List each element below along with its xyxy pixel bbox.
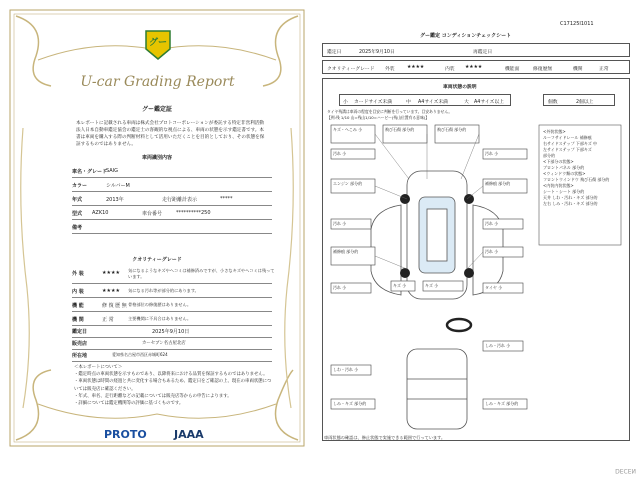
- tire-note: タイヤ残溝は車両の程度を目安に判断を行っています。目安ありません。: [327, 109, 453, 114]
- row-color: カラー シルバーM: [72, 178, 272, 192]
- row-mechanical: 機 能 修 復 歴 無 骨格部位の修復歴はありません。: [72, 298, 272, 312]
- row-issue-date: 鑑定日 2025年9月10日: [72, 324, 272, 338]
- certificate-intro: 本レポートに記載される車両は株式会社プロトコーポレーションが委託する特定非営利活動法人日本自動車鑑定協会の鑑定士の客観的な視点による、車両の状態を示す鑑定書です。本書は車両を購入する際の判断材料として活用いただくことを目的としており、その状態を保証するものではありません。: [76, 121, 265, 147]
- certificate-subtitle: グー鑑定証: [141, 106, 172, 113]
- row-seller: 販売店 カーセブン名古屋北店: [72, 336, 272, 350]
- size-legend: 小 カードサイズ未満 中 A4サイズ未満 大 A4サイズ以上: [339, 94, 511, 106]
- count-box: 個数 2個以上: [543, 94, 615, 106]
- proto-logo: PROTO: [104, 428, 147, 441]
- jaaa-logo: JAAA: [174, 428, 204, 441]
- section-vehicle-heading: 車両識別内容: [141, 155, 172, 161]
- goo-kantei-logo: [144, 29, 172, 61]
- header-grade-row: クオリティーグレード 外装 ★★★★ 内装 ★★★★ 機能面 修復歴無 機関 正常: [322, 60, 630, 74]
- row-exterior: 外 装 ★★★★ 気になるようなキズやヘコミは補修済みですが、小さなキズやヘコミは残っています。: [72, 266, 272, 284]
- tire-note-example: 【例:残 1/10 山=残山1/10=ハービー(残山位置有る意味)】: [327, 115, 430, 120]
- row-model: 型式 AZK10 車台番号 **********250: [72, 206, 272, 220]
- row-address: 所在地 愛知県名古屋市西区赤城町624: [72, 348, 272, 362]
- condition-diagram-panel: 車両状態の説明 小 カードサイズ未満 中 A4サイズ未満 大 A4サイズ以上 個数 2個以上 タイヤ残溝は車両の程度を目安に判断を行っています。目安ありません。 【例:残 1/10 山=残山1/10=ハービー(残山位置有る意味)】 キズ・へこみ 小 飛び石傷 部分的 飛び石傷 部分的 汚れ 小 汚れ 小 エンジン 部分的 補修痕 部分的 汚れ 小 汚れ 小 補修痕 部分的 汚れ 小 汚れ 小 タイヤ 小 キズ 小 キズ 小 しわ・汚れ 小 しみ・汚れ 小 しみ・キズ 部分的 しみ・キズ 部分的 <外装状態> ルーフサイドレール 補修痕 右サイドステップ 下部キズ 中 左サイドステップ 下部キズ 部分的 <下部分の状態> ブロントパネル 部分的 <ウィンドウ類の状態> フロントウインドウ 飛び石傷 部分的 <内装内装状態> シート・シート 部分的 天井 しわ・汚れ・キズ 部分的 左右 しみ・汚れ・キズ 部分的: [322, 78, 630, 441]
- sheet-id: C17125I1011: [560, 21, 594, 27]
- corner-stamp: DECEN: [615, 467, 636, 474]
- certificate: [8, 8, 306, 448]
- condition-list: <外装状態> ルーフサイドレール 補修痕 右サイドステップ 下部キズ 中 左サイドステップ 下部キズ 部分的 <下部分の状態> ブロントパネル 部分的 <ウィンドウ類の状態> フロントウインドウ 飛び石傷 部分的 <内装内装状態> シート・シート 部分的 天井 しわ・汚れ・キズ 部分的 左右 しみ・汚れ・キズ 部分的: [543, 129, 610, 206]
- row-name: 車名・グレード SAIG: [72, 164, 272, 178]
- row-engine: 機 関 正 常 主要機関に不具合はありません。: [72, 312, 272, 326]
- sheet-title: グー鑑定 コンディションチェックシート: [420, 33, 512, 39]
- certificate-notes: ＜本レポートについて＞ ・鑑定時点の車両状態を示すものであり、以降将来における品質を保証するものではありません。 ・車両状態は時間の経過と共に変化する場合もあるため、鑑定日をご確認の上、現在の車両状態については販売店に確認ください。 ・年式、車名、走行距離などの記載については販売店等からの申告によります。 ・詳細については鑑定機関等の評価に基づくものです。: [74, 365, 272, 407]
- brand-title: U-car Grading Report: [80, 74, 235, 90]
- sheet-footer-note: 車両状態の確認は、修止状態で実施できる範囲で行っています。: [324, 435, 446, 440]
- row-interior: 内 装 ★★★★ 気になる汚れ等が部分的にあります。: [72, 284, 272, 298]
- row-year: 年式 2013年 走行距離計表示 *****: [72, 192, 272, 206]
- row-remarks: 備考: [72, 220, 272, 234]
- svg-text:グー: グー: [148, 38, 168, 48]
- section-quality-heading: クオリティーグレード: [132, 257, 182, 263]
- header-date-row: 鑑定日 2025年9月10日 再鑑定日: [322, 43, 630, 57]
